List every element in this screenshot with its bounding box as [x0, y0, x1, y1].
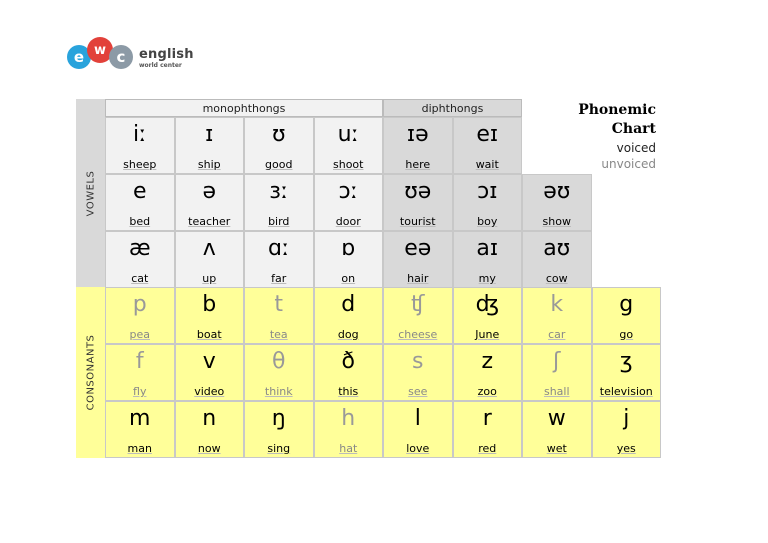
phoneme-cell [453, 287, 523, 344]
phoneme-cell [105, 117, 175, 174]
phoneme-symbol: ɒ [341, 236, 356, 261]
phoneme-cell [522, 174, 592, 231]
example-word: up [202, 272, 217, 285]
example-word: pea [129, 328, 150, 341]
example-word: cat [131, 272, 149, 285]
phoneme-symbol: ɪ [205, 122, 214, 147]
example-word: wet [546, 442, 567, 455]
phoneme-cell [105, 174, 175, 231]
example-word: love [406, 442, 430, 455]
phoneme-symbol: ʤ [475, 292, 499, 317]
example-word: hair [407, 272, 429, 285]
phoneme-cell [383, 287, 453, 344]
phoneme-cell [244, 117, 314, 174]
phoneme-cell [175, 344, 245, 401]
phoneme-cell [244, 287, 314, 344]
phoneme-symbol: j [623, 406, 630, 431]
phoneme-symbol: ʊ [271, 122, 286, 147]
logo-bubble-w: w [87, 37, 113, 63]
example-word: here [405, 158, 431, 171]
phoneme-cell [453, 117, 523, 174]
phoneme-cell [383, 344, 453, 401]
phoneme-cell [522, 231, 592, 288]
phoneme-symbol: uː [337, 122, 359, 147]
phoneme-symbol: s [412, 349, 424, 374]
phoneme-cell [175, 231, 245, 288]
phoneme-symbol: ɜː [269, 179, 289, 204]
example-word: think [264, 385, 293, 398]
phoneme-symbol: əʊ [543, 179, 571, 204]
example-word: cheese [398, 328, 438, 341]
phoneme-symbol: w [547, 406, 566, 431]
phoneme-symbol: aʊ [543, 236, 571, 261]
phoneme-symbol: d [341, 292, 356, 317]
example-word: my [478, 272, 496, 285]
phoneme-cell [244, 401, 314, 458]
phoneme-symbol: h [341, 406, 356, 431]
phoneme-cell [175, 287, 245, 344]
example-word: June [475, 328, 500, 341]
legend-unvoiced: unvoiced [601, 157, 656, 171]
example-word: sheep [123, 158, 157, 171]
legend-voiced: voiced [616, 141, 656, 155]
example-word: wait [475, 158, 499, 171]
example-word: sing [267, 442, 291, 455]
phoneme-symbol: ʊə [404, 179, 432, 204]
example-word: on [341, 272, 356, 285]
phoneme-cell [522, 287, 592, 344]
example-word: this [338, 385, 359, 398]
phoneme-symbol: ð [341, 349, 355, 374]
example-word: fly [133, 385, 147, 398]
example-word: man [127, 442, 152, 455]
example-word: far [271, 272, 287, 285]
phoneme-cell [244, 231, 314, 288]
phoneme-cell [244, 344, 314, 401]
phoneme-cell [175, 174, 245, 231]
phoneme-cell [383, 231, 453, 288]
phoneme-symbol: ə [202, 179, 217, 204]
phoneme-symbol: ʃ [553, 349, 561, 374]
phoneme-cell [175, 401, 245, 458]
phoneme-cell [314, 117, 384, 174]
phoneme-symbol: ɪə [406, 122, 429, 147]
vowels-side-label: VOWELS [76, 99, 105, 287]
example-word: ship [197, 158, 221, 171]
example-word: zoo [477, 385, 497, 398]
example-word: car [548, 328, 566, 341]
phoneme-cell [244, 174, 314, 231]
phoneme-cell [383, 401, 453, 458]
example-word: television [599, 385, 653, 398]
phoneme-symbol: ɑː [268, 236, 290, 261]
phoneme-cell [453, 344, 523, 401]
phoneme-symbol: ŋ [271, 406, 286, 431]
example-word: boy [477, 215, 498, 228]
phoneme-cell [105, 401, 175, 458]
phoneme-symbol: t [274, 292, 284, 317]
phoneme-cell [314, 287, 384, 344]
example-word: door [335, 215, 361, 228]
example-word: red [478, 442, 497, 455]
phoneme-symbol: iː [132, 122, 147, 147]
phoneme-symbol: p [132, 292, 147, 317]
phoneme-cell [105, 231, 175, 288]
monophthongs-header: monophthongs [105, 99, 383, 117]
phoneme-symbol: æ [128, 236, 151, 261]
phoneme-symbol: k [550, 292, 564, 317]
example-word: good [265, 158, 293, 171]
phoneme-symbol: ʌ [202, 236, 216, 261]
phoneme-symbol: eɪ [476, 122, 499, 147]
phoneme-symbol: z [481, 349, 494, 374]
example-word: tea [269, 328, 288, 341]
example-word: video [194, 385, 225, 398]
phoneme-cell [383, 174, 453, 231]
phoneme-symbol: v [202, 349, 216, 374]
phoneme-symbol: ʧ [411, 292, 425, 317]
chart-title: Phonemic Chart [578, 102, 656, 137]
example-word: go [619, 328, 634, 341]
logo-text-world-center: world center [139, 62, 182, 69]
example-word: see [408, 385, 428, 398]
logo-text-english: english [139, 47, 194, 62]
logo-bubble-c: c [109, 45, 133, 69]
example-word: now [197, 442, 221, 455]
example-word: shoot [333, 158, 364, 171]
phoneme-symbol: n [202, 406, 217, 431]
phoneme-symbol: l [414, 406, 421, 431]
phoneme-symbol: ʒ [619, 349, 633, 374]
phoneme-cell [105, 287, 175, 344]
example-word: boat [196, 328, 222, 341]
phoneme-cell [592, 344, 662, 401]
example-word: shall [543, 385, 570, 398]
example-word: tourist [399, 215, 436, 228]
phoneme-cell [453, 401, 523, 458]
phoneme-cell [453, 231, 523, 288]
phoneme-cell [175, 117, 245, 174]
phoneme-cell [592, 287, 662, 344]
phoneme-symbol: e [132, 179, 147, 204]
phoneme-cell [453, 174, 523, 231]
phoneme-cell [314, 401, 384, 458]
phoneme-cell [314, 344, 384, 401]
example-word: bed [129, 215, 151, 228]
example-word: show [542, 215, 571, 228]
example-word: cow [545, 272, 568, 285]
phoneme-cell [314, 231, 384, 288]
example-word: bird [268, 215, 290, 228]
logo-bubble-e: e [67, 45, 91, 69]
phoneme-symbol: r [482, 406, 492, 431]
phoneme-symbol: m [129, 406, 151, 431]
phoneme-cell [105, 344, 175, 401]
phoneme-symbol: θ [272, 349, 286, 374]
phoneme-cell [522, 401, 592, 458]
phoneme-cell [592, 401, 662, 458]
consonants-side-label: CONSONANTS [76, 287, 105, 458]
phoneme-cell [522, 344, 592, 401]
example-word: teacher [188, 215, 231, 228]
phoneme-cell [314, 174, 384, 231]
phoneme-symbol: b [202, 292, 217, 317]
example-word: hat [339, 442, 358, 455]
phoneme-cell [383, 117, 453, 174]
phoneme-symbol: ɔɪ [477, 179, 498, 204]
phoneme-symbol: f [135, 349, 144, 374]
example-word: dog [337, 328, 359, 341]
diphthongs-header: diphthongs [383, 99, 522, 117]
phoneme-symbol: eə [404, 236, 432, 261]
phoneme-symbol: ɔː [338, 179, 358, 204]
phoneme-symbol: g [619, 292, 634, 317]
phoneme-symbol: aɪ [476, 236, 499, 261]
example-word: yes [616, 442, 636, 455]
